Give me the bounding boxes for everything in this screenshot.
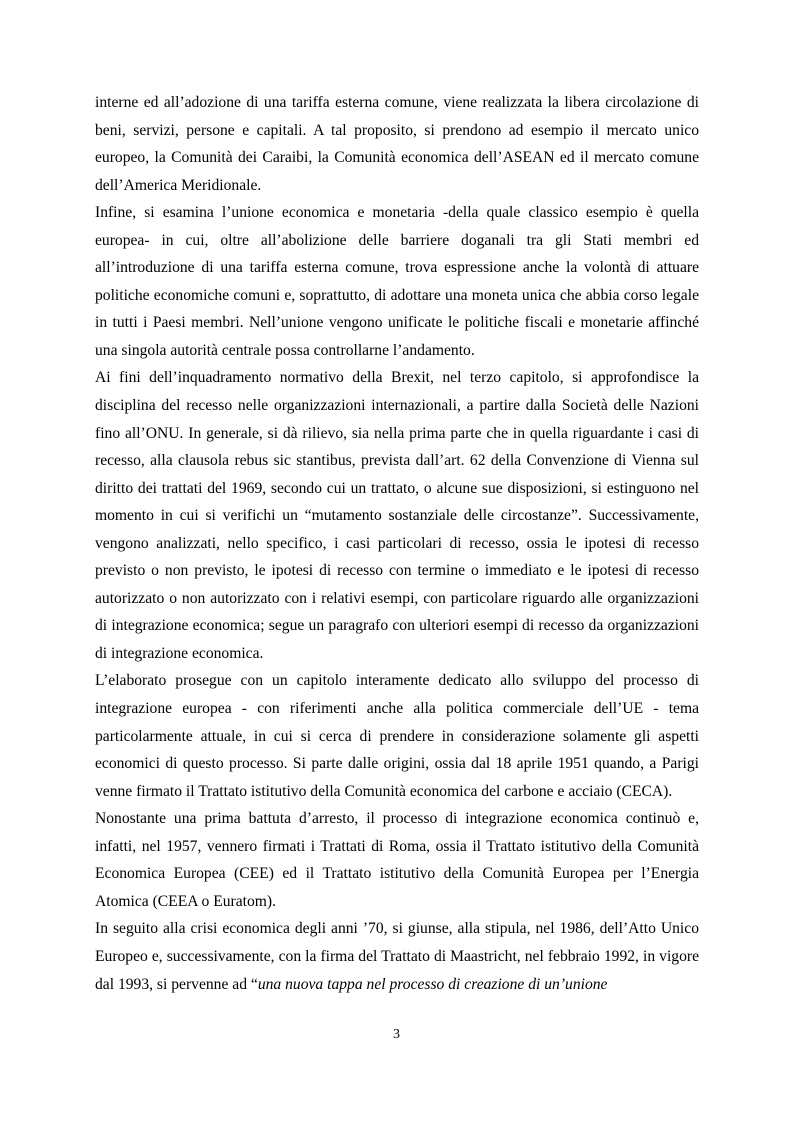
page-number: 3 <box>393 1027 400 1042</box>
paragraph-6-quote: una nuova tappa nel processo di creazione di un’unione <box>257 975 608 993</box>
body-text <box>95 89 699 998</box>
paragraph-1: interne ed all’adozione di una tariffa esterna comune, viene realizzata la libera circolazione di beni, servizi, persone e capitali. A tal proposito, si prendono ad esempio il mercato unico europeo, la Comunità dei Caraibi, la Comunità economica dell’ASEAN ed il mercato comune dell’America Meridionale. <box>95 94 699 194</box>
paragraph-2: Infine, si esamina l’unione economica e monetaria -della quale classico esempio è quella europea- in cui, oltre all’abolizione delle barriere doganali tra gli Stati membri ed all’introduzione di una tariffa esterna comune, trova espressione anche la volontà di attuare politiche economiche comuni e, soprattutto, di adottare una moneta unica che abbia corso legale in tutti i Paesi membri. Nell’unione vengono unificate le politiche fiscali e monetarie affinché una singola autorità centrale possa controllarne l’andamento. <box>95 204 699 359</box>
paragraph-6-text: In seguito alla crisi economica degli anni ’70, si giunse, alla stipula, nel 1986, dell’Atto Unico Europeo e, successivamente, con la firma del Trattato di Maastricht, nel febbraio 1992, in vigore dal 1993, si pervenne ad “ <box>95 920 699 993</box>
paragraph-3: Ai fini dell’inquadramento normativo della Brexit, nel terzo capitolo, si approfondisce la disciplina del recesso nelle organizzazioni internazionali, a partire dalla Società delle Nazioni fino all’ONU. In generale, si dà rilievo, sia nella prima parte che in quella riguardante i casi di recesso, alla clausola rebus sic stantibus, prevista dall’art. 62 della Convenzione di Vienna sul diritto dei trattati del 1969, secondo cui un trattato, o alcune sue disposizioni, si estinguono nel momento in cui si verifichi un “mutamento sostanziale delle circostanze”. Successivamente, vengono analizzati, nello specifico, i casi particolari di recesso, ossia le ipotesi di recesso previsto o non previsto, le ipotesi di recesso con termine o immediato e le ipotesi di recesso autorizzato o non autorizzato con i relativi esempi, con particolare riguardo alle organizzazioni di integrazione economica; segue un paragrafo con ulteriori esempi di recesso da organizzazioni di integrazione economica. <box>95 369 699 662</box>
paragraph-5: Nonostante una prima battuta d’arresto, il processo di integrazione economica continuò e, infatti, nel 1957, vennero firmati i Trattati di Roma, ossia il Trattato istitutivo della Comunità Economica Europea (CEE) ed il Trattato istitutivo della Comunità Europea per l’Energia Atomica (CEEA o Euratom). <box>95 810 699 910</box>
paragraph-4: L’elaborato prosegue con un capitolo interamente dedicato allo sviluppo del processo di integrazione europea - con riferimenti anche alla politica commerciale dell’UE - tema particolarmente attuale, in cui si cerca di prendere in considerazione solamente gli aspetti economici di questo processo. Si parte dalle origini, ossia dal 18 aprile 1951 quando, a Parigi venne firmato il Trattato istitutivo della Comunità economica del carbone e acciaio (CECA). <box>95 672 699 800</box>
paragraph-6 <box>95 915 699 998</box>
